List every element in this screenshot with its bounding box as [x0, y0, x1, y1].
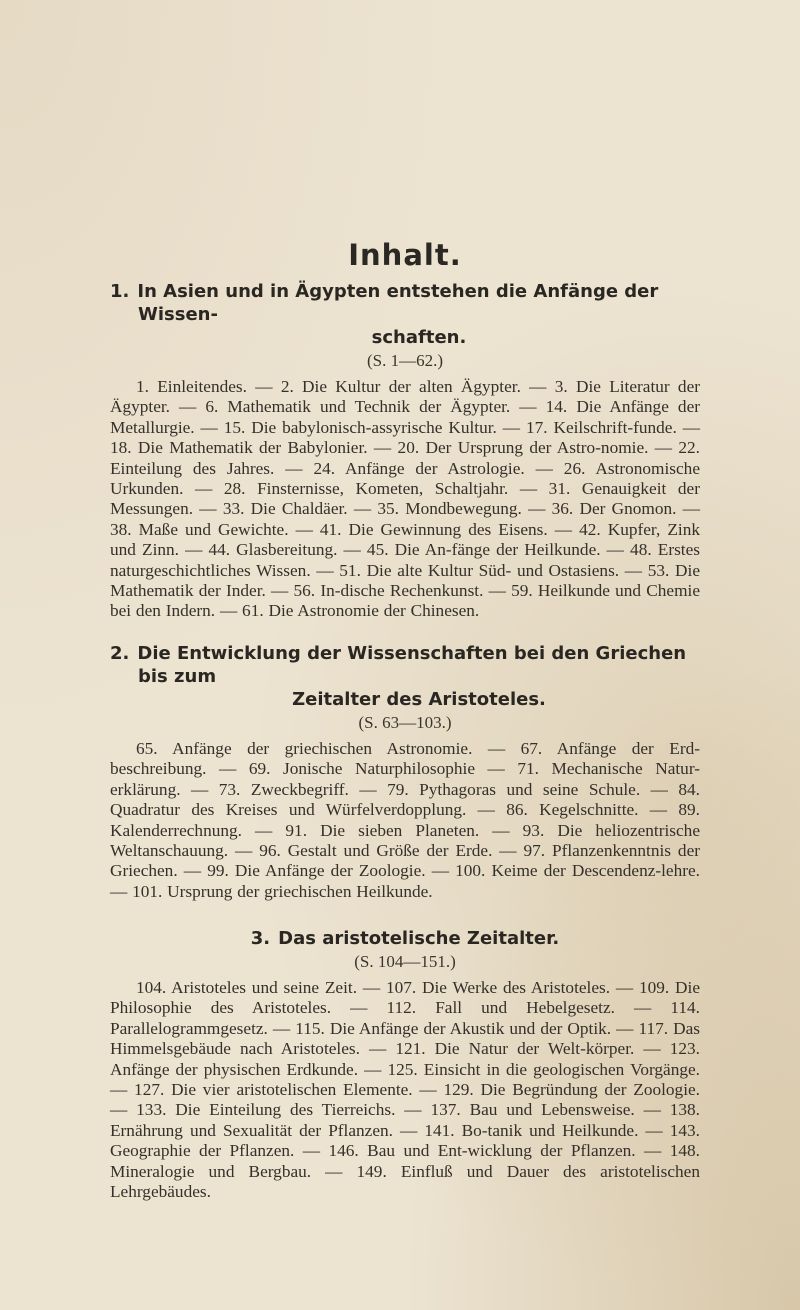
section-3 [110, 927, 700, 1202]
section-heading-line1: In Asien und in Ägypten entstehen die Anfänge der Wissen- [137, 281, 659, 325]
section-contents: 1. Einleitendes. — 2. Die Kultur der alten Ägypter. — 3. Die Literatur der Ägypter. — 6. Mathematik und Technik der Ägypter. — 14. Die Anfänge der Metallurgie. — 15. Die babylonisch-assyrische Kultur. — 17. Keilschrift-funde. — 18. Die Mathematik der Babylonier. — 20. Der Ursprung der Astro-nomie. — 22. Einteilung des Jahres. — 24. Anfänge der Astrologie. — 26. Astronomische Urkunden. — 28. Finsternisse, Kometen, Schaltjahr. — 31. Genauigkeit der Messungen. — 33. Die Chaldäer. — 35. Mondbewegung. — 36. Der Gnomon. — 38. Maße und Gewichte. — 41. Die Gewinnung des Eisens. — 42. Kupfer, Zink und Zinn. — 44. Glasbereitung. — 45. Die An-fänge der Heilkunde. — 48. Erstes naturgeschichtliches Wissen. — 51. Die alte Kultur Süd- und Ostasiens. — 53. Die Mathematik der Inder. — 56. In-dische Rechenkunst. — 59. Heilkunde und Chemie bei den Indern. — 61. Die Astronomie der Chinesen. [110, 377, 700, 621]
section-number: 2. [110, 643, 130, 664]
section-1 [110, 280, 700, 622]
section-heading [110, 280, 700, 349]
section-heading [110, 642, 700, 711]
section-contents: 104. Aristoteles und seine Zeit. — 107. Die Werke des Aristoteles. — 109. Die Philosophie des Aristoteles. — 112. Fall und Hebelgesetz. — 114. Parallelogrammgesetz. — 115. Die Anfänge der Akustik und der Optik. — 117. Das Himmelsgebäude nach Aristoteles. — 121. Die Natur der Welt-körper. — 123. Anfänge der physischen Erdkunde. — 125. Einsicht in die geologischen Vorgänge. — 127. Die vier aristotelischen Elemente. — 129. Die Begründung der Zoologie. — 133. Die Einteilung des Tierreichs. — 137. Bau und Lebensweise. — 138. Ernährung und Sexualität der Pflanzen. — 141. Bo-tanik und Heilkunde. — 143. Geographie der Pflanzen. — 146. Bau und Ent-wicklung der Pflanzen. — 148. Mineralogie und Bergbau. — 149. Einfluß und Dauer des aristotelischen Lehrgebäudes. [110, 978, 700, 1202]
section-pages: (S. 63—103.) [358, 713, 452, 732]
section-heading-line2: Zeitalter des Aristoteles. [292, 689, 546, 710]
section-pages: (S. 1—62.) [366, 351, 444, 370]
section-number: 3. [250, 928, 271, 949]
section-heading-line1: Das aristotelische Zeitalter. [278, 928, 560, 949]
section-number: 1. [110, 281, 130, 302]
page-title: Inhalt. [348, 238, 462, 272]
section-heading-line2: schaften. [371, 327, 467, 348]
section-heading [110, 927, 700, 950]
section-pages: (S. 104—151.) [354, 952, 456, 971]
section-heading-line1: Die Entwicklung der Wissenschaften bei den Griechen bis zum [137, 643, 687, 687]
section-contents: 65. Anfänge der griechischen Astronomie. — 67. Anfänge der Erd-beschreibung. — 69. Jonische Naturphilosophie — 71. Mechanische Natur-erklärung. — 73. Zweckbegriff. — 79. Pythagoras und seine Schule. — 84. Quadratur des Kreises und Würfelverdopplung. — 86. Kegelschnitte. — 89. Kalenderrechnung. — 91. Die sieben Planeten. — 93. Die heliozentrische Weltanschauung. — 96. Gestalt und Größe der Erde. — 97. Pflanzenkenntnis der Griechen. — 99. Die Anfänge der Zoologie. — 100. Keime der Descendenz-lehre. — 101. Ursprung der griechischen Heilkunde. [110, 739, 700, 901]
section-2 [110, 642, 700, 902]
